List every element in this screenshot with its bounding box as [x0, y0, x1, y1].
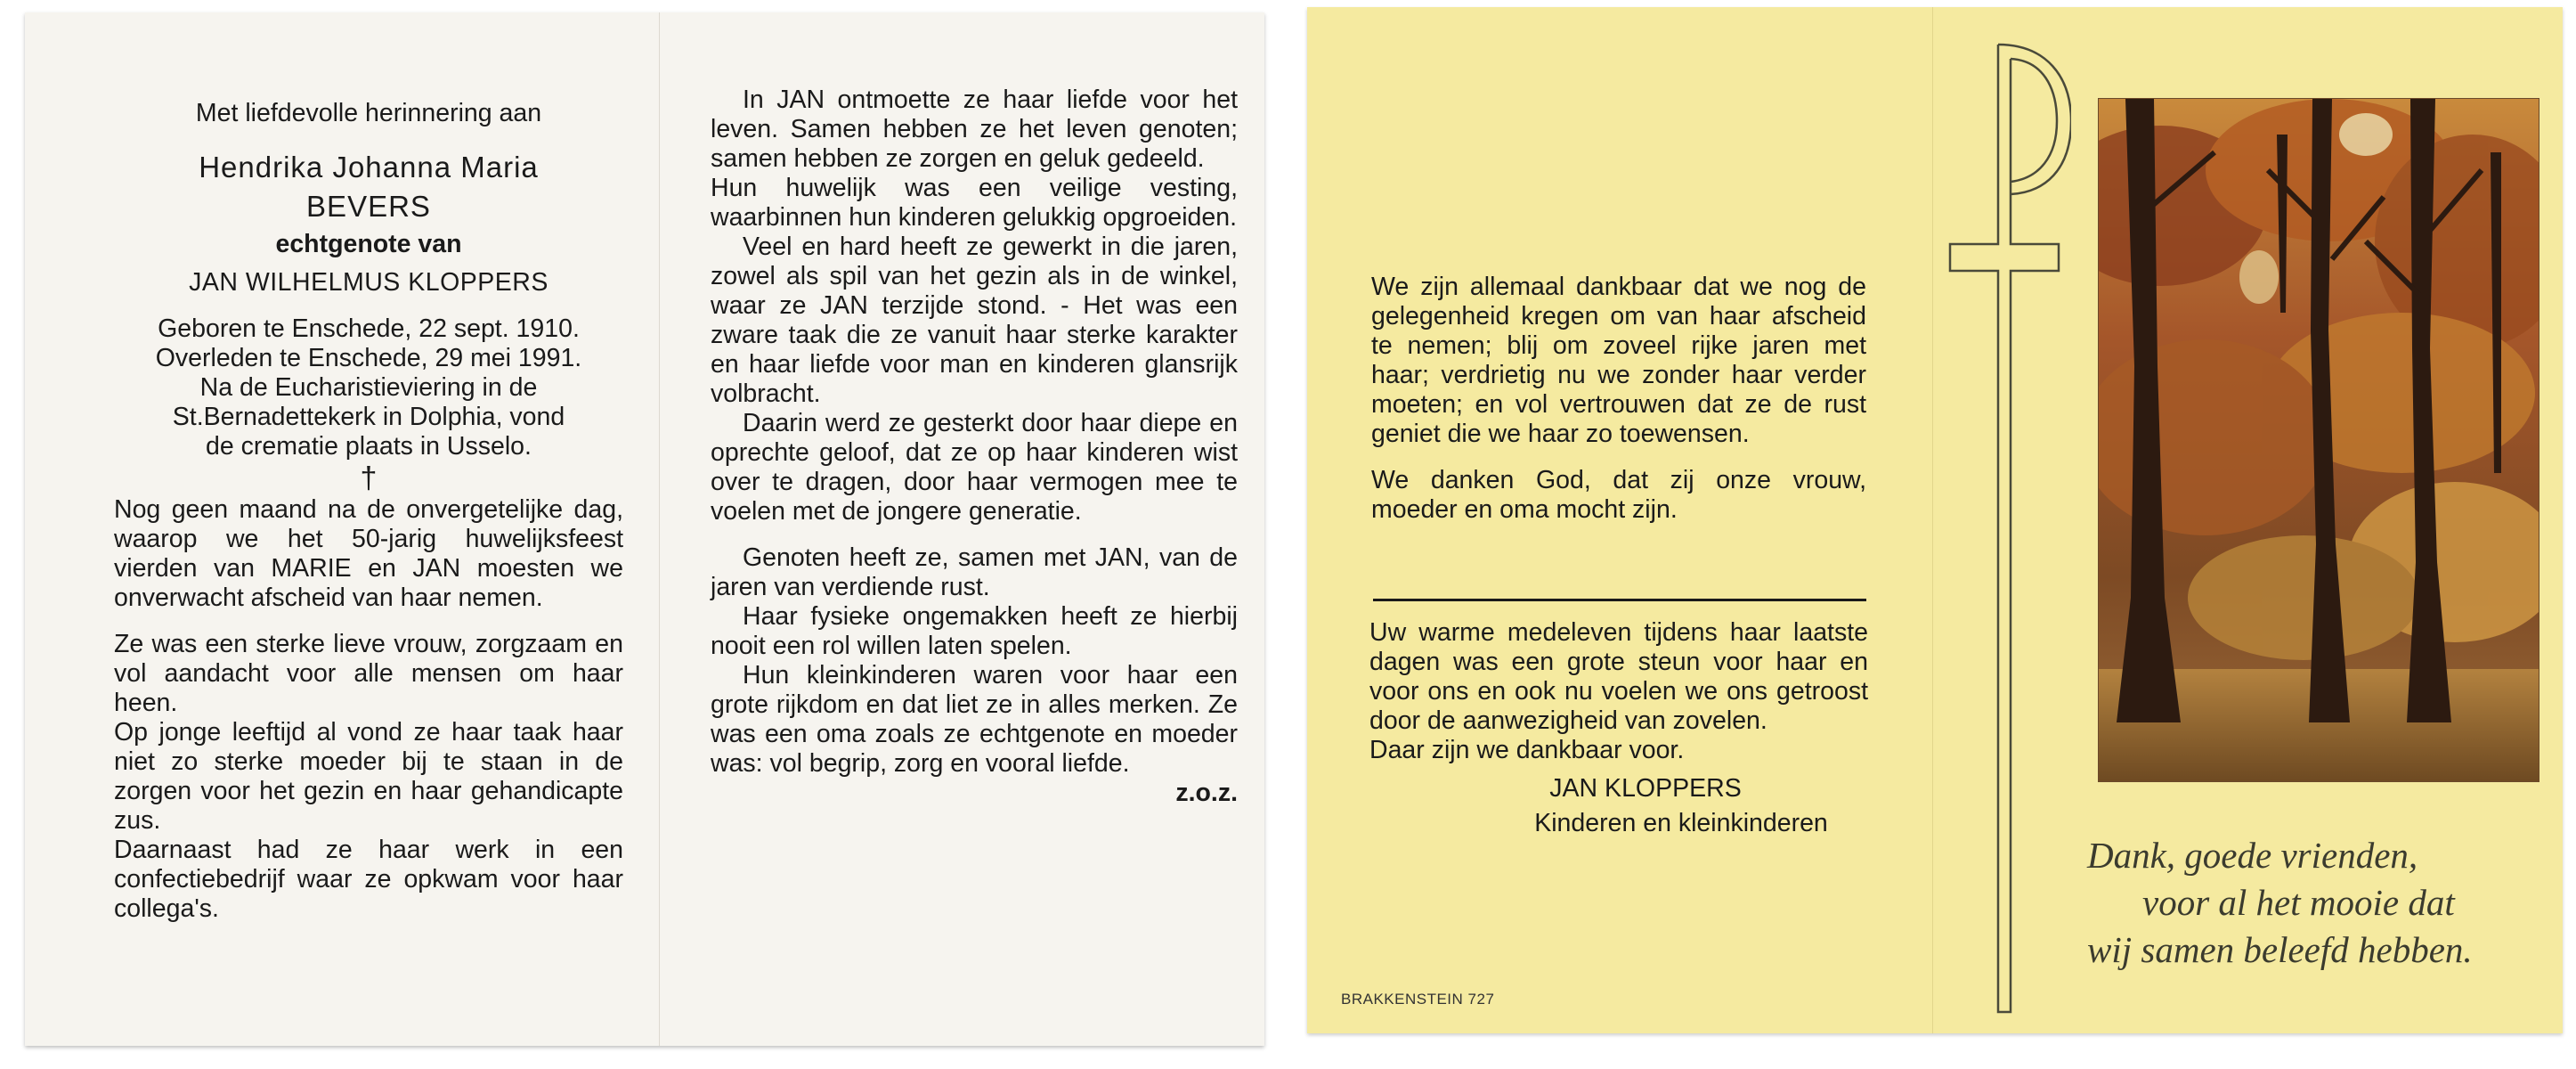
- paragraph-character: Ze was een sterke lieve vrouw, zorgzaam en vol aandacht voor alle mensen om haar heen.: [114, 630, 623, 717]
- verse-line-3: wij samen beleefd hebben.: [2087, 929, 2473, 970]
- sympathy-thanks-text: [1369, 618, 1868, 838]
- paragraph-grateful: Daar zijn we dankbaar voor.: [1369, 736, 1685, 764]
- divider-line: [1373, 599, 1866, 601]
- paragraph-grandchildren: Hun kleinkinderen waren voor haar een grote rijkdom en dat liet ze in alles merken. Ze was een oma zoals ze echtgenote en moeder was: vol begrip, zorg en vooral liefde.: [711, 661, 1238, 778]
- service-line-2: St.Bernadettekerk in Dolphia, vond: [172, 403, 565, 431]
- memorial-card-inside: [25, 12, 1264, 1046]
- paragraph-gratitude: We zijn allemaal dankbaar dat we nog de gelegenheid kregen om van haar afscheid te nemen; blij om zoveel rijke jaren met haar; verdrietig nu we zonder haar verder moeten; en vol vertrouwen dat ze de rust geniet die we haar zo toewensen.: [1371, 273, 1866, 448]
- middle-page-text: [711, 86, 1238, 808]
- please-turn-over: z.o.z.: [1175, 779, 1238, 807]
- birth-line: Geboren te Enschede, 22 sept. 1910.: [158, 314, 580, 343]
- gratitude-text: [1371, 273, 1866, 525]
- chi-rho-cross-icon: [1946, 41, 2071, 1021]
- deceased-given-names: Hendrika Johanna Maria: [199, 151, 539, 184]
- paragraph-thank-god: We danken God, dat zij onze vrouw, moeder en oma mocht zijn.: [1371, 466, 1866, 524]
- verse-line-1: Dank, goede vrienden,: [2087, 835, 2418, 876]
- deceased-family-name: BEVERS: [306, 190, 431, 223]
- card-fold: [659, 12, 660, 1046]
- death-line: Overleden te Enschede, 29 mei 1991.: [155, 344, 582, 372]
- cross-icon: †: [360, 461, 378, 495]
- thank-you-verse: [2087, 832, 2550, 974]
- service-line-3: de crematie plaats in Usselo.: [206, 432, 532, 461]
- signature-family: Kinderen en kleinkinderen: [1534, 809, 1828, 837]
- thank-you-card: [1307, 7, 2563, 1033]
- paragraph-marriage: In JAN ontmoette ze haar liefde voor het leven. Samen hebben ze het leven genoten; samen hebben ze zorgen en geluk gedeeld.: [711, 86, 1238, 173]
- paragraph-youth: Op jonge leeftijd al vond ze haar taak haar niet zo sterke moeder bij te staan in de zorgen voor het gezin en haar gehandicapte zus.: [114, 718, 623, 835]
- card-fold: [1932, 7, 1933, 1033]
- paragraph-sympathy: Uw warme medeleven tijdens haar laatste dagen was een grote steun voor haar en voor ons en ook nu voelen we ons getroost door de aanwezigheid van zovelen.: [1369, 618, 1868, 735]
- paragraph-hard-work: Veel en hard heeft ze gewerkt in die jaren, zowel als spil van het gezin als in de winkel, waar ze JAN terzijde stond. - Het was een zware taak die ze vanuit haar sterke karakter en haar liefde voor man en kinderen glansrijk volbracht.: [711, 233, 1238, 408]
- left-page-text: [114, 99, 623, 924]
- paragraph-family: Hun huwelijk was een veilige vesting, waarbinnen hun kinderen gelukkig opgroeiden.: [711, 174, 1238, 232]
- signature-name: JAN KLOPPERS: [1549, 774, 1742, 803]
- spouse-label: echtgenote van: [275, 230, 462, 258]
- verse-line-2: voor al het mooie dat: [2142, 882, 2455, 923]
- service-line-1: Na de Eucharistieviering in de: [199, 373, 538, 402]
- intro-line: Met liefdevolle herinnering aan: [195, 99, 542, 127]
- autumn-trees-photo: [2098, 98, 2539, 782]
- paragraph-ailments: Haar fysieke ongemakken heeft ze hierbij nooit een rol willen laten spelen.: [711, 602, 1238, 660]
- paragraph-faith: Daarin werd ze gesterkt door haar diepe en oprechte geloof, dat ze op haar kinderen wist over te dragen, door haar vermogen mee te voelen met de jongere generatie.: [711, 409, 1238, 526]
- spouse-name: JAN WILHELMUS KLOPPERS: [189, 268, 549, 297]
- paragraph-rest: Genoten heeft ze, samen met JAN, van de jaren van verdiende rust.: [711, 543, 1238, 601]
- publisher-mark: BRAKKENSTEIN 727: [1341, 991, 1495, 1008]
- paragraph-work: Daarnaast had ze haar werk in een confectiebedrijf waar ze opkwam voor haar collega's.: [114, 836, 623, 923]
- paragraph-anniversary: Nog geen maand na de onvergetelijke dag, waarop we het 50-jarig huwelijksfeest vierden van MARIE en JAN moesten we onverwacht afscheid van haar nemen.: [114, 495, 623, 612]
